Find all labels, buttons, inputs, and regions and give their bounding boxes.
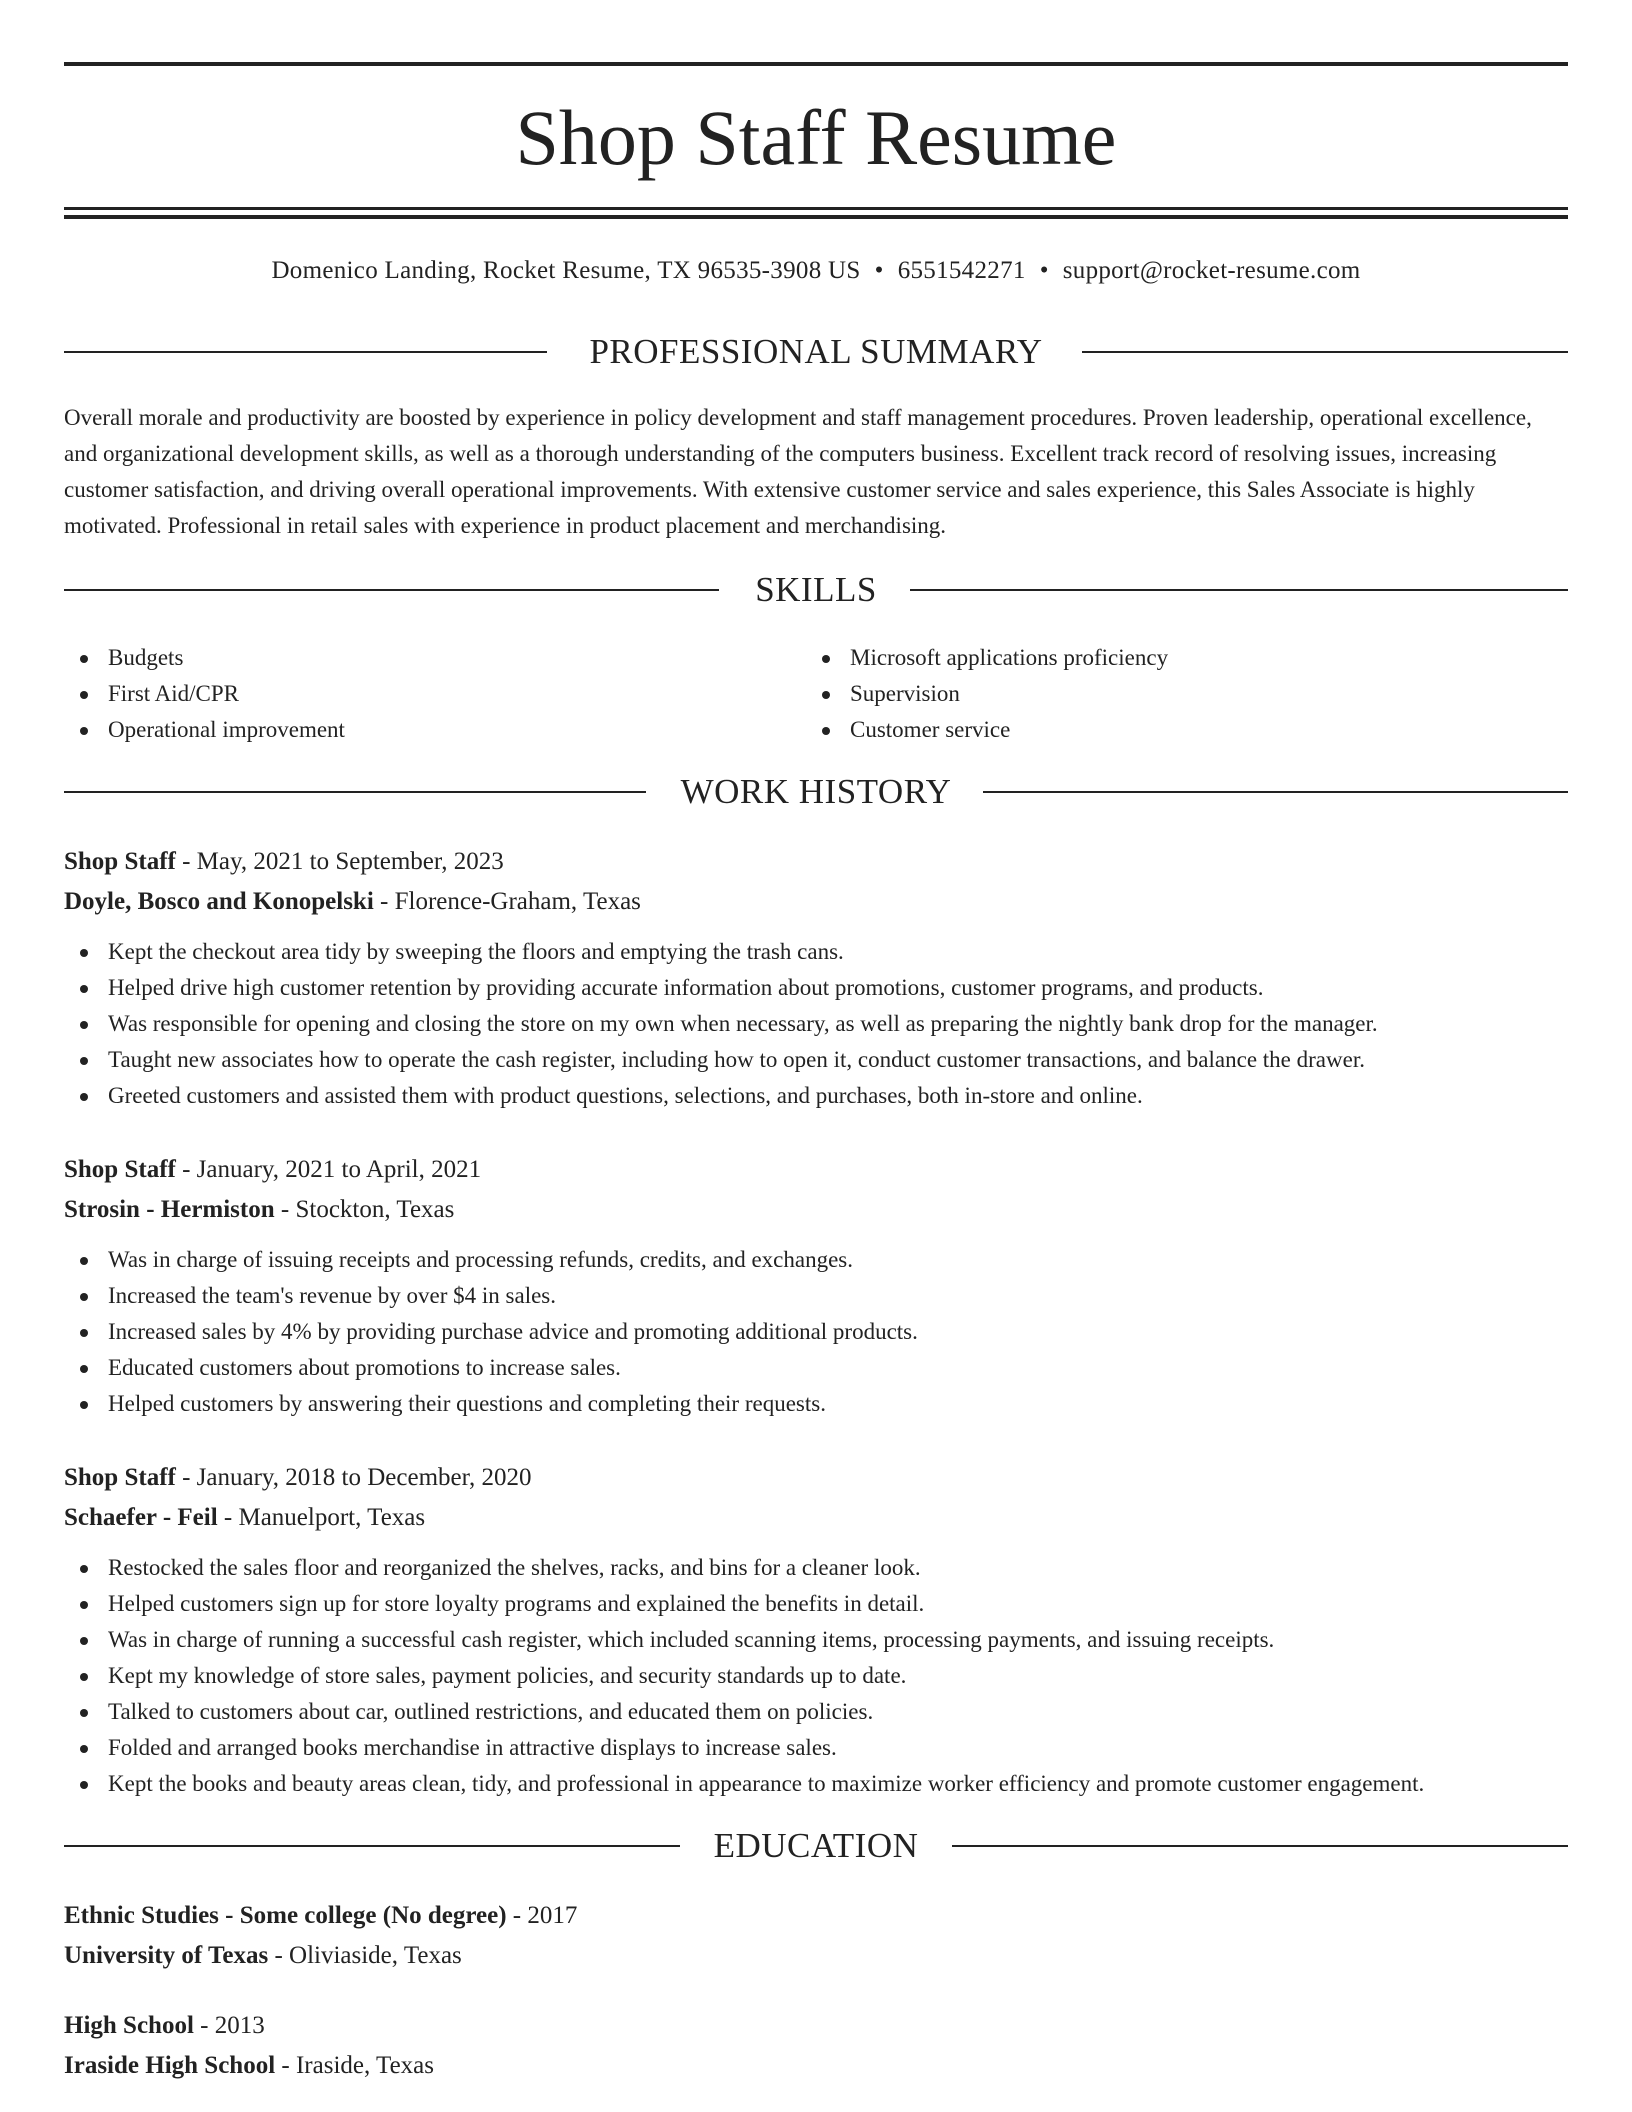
top-rule [64, 62, 1568, 66]
duty-item: Helped customers sign up for store loyalty programs and explained the benefits in detail. [64, 1586, 1568, 1622]
title-rule-upper [64, 207, 1568, 210]
job-location: - Stockton, Texas [274, 1196, 455, 1223]
job-duties [64, 934, 1568, 1114]
job-company-line [64, 882, 1568, 922]
skill-item: First Aid/CPR [64, 676, 804, 712]
section-header-summary [64, 330, 1568, 374]
duty-item: Restocked the sales floor and reorganized the shelves, racks, and bins for a cleaner look. [64, 1550, 1568, 1586]
duty-item: Increased sales by 4% by providing purchase advice and promoting additional products. [64, 1314, 1568, 1350]
duty-item: Helped drive high customer retention by providing accurate information about promotions, customer programs, and products. [64, 970, 1568, 1006]
phone: 6551542271 [897, 257, 1026, 284]
section-header-work [64, 770, 1568, 814]
job-location: - Florence-Graham, Texas [373, 888, 641, 915]
school-name: University of Texas [64, 1942, 269, 1969]
skill-item: Operational improvement [64, 712, 804, 748]
duty-item: Was responsible for opening and closing the store on my own when necessary, as well as preparing the nightly bank drop for the manager. [64, 1006, 1568, 1042]
skills-column-right [806, 640, 1566, 748]
skill-item: Supervision [806, 676, 1566, 712]
job-title: Shop Staff [64, 1464, 176, 1491]
summary-text: Overall morale and productivity are boosted by experience in policy development and staff management procedures. Proven leadership, operational excellence, and organizational development skills, as well as a thorough understanding of the computers business. Excellent track record of resolving issues, increasing customer satisfaction, and driving overall operational improvements. With extensive customer service and sales experience, this Sales Associate is highly motivated. Professional in retail sales with experience in product placement and merchandising. [64, 405, 1532, 538]
contact-line [64, 254, 1568, 288]
section-rule-right [910, 589, 1568, 591]
skill-item: Microsoft applications proficiency [806, 640, 1566, 676]
company-name: Strosin - Hermiston [64, 1196, 275, 1223]
job-entry [64, 1150, 1568, 1422]
skills-column-left [64, 640, 804, 748]
job-company-line [64, 1498, 1568, 1538]
job-location: - Manuelport, Texas [217, 1504, 426, 1531]
section-title-skills: SKILLS [755, 570, 877, 609]
company-name: Schaefer - Feil [64, 1504, 218, 1531]
section-header-education [64, 1824, 1568, 1868]
job-entry [64, 842, 1568, 1114]
duty-item: Folded and arranged books merchandise in attractive displays to increase sales. [64, 1730, 1568, 1766]
separator-dot: • [874, 257, 884, 284]
job-title: Shop Staff [64, 848, 176, 875]
duty-item: Educated customers about promotions to increase sales. [64, 1350, 1568, 1386]
address: Domenico Landing, Rocket Resume, TX 96535-3908 US [271, 257, 861, 284]
section-rule-right [983, 791, 1568, 793]
section-rule-right [952, 1845, 1568, 1847]
separator-dot: • [1039, 257, 1049, 284]
education-school-line [64, 1936, 1568, 1976]
resume-title: Shop Staff Resume [515, 94, 1117, 181]
duty-item: Was in charge of issuing receipts and processing refunds, credits, and exchanges. [64, 1242, 1568, 1278]
duty-item: Increased the team's revenue by over $4 in sales. [64, 1278, 1568, 1314]
job-title-line [64, 1150, 1568, 1190]
section-rule-right [1082, 351, 1568, 353]
job-dates: - May, 2021 to September, 2023 [175, 848, 504, 875]
job-title-line [64, 1458, 1568, 1498]
section-title-education: EDUCATION [713, 1826, 919, 1865]
job-dates: - January, 2018 to December, 2020 [175, 1464, 532, 1491]
job-duties [64, 1550, 1568, 1802]
degree: Ethnic Studies - Some college (No degree) [64, 1902, 507, 1929]
skill-item: Customer service [806, 712, 1566, 748]
duty-item: Talked to customers about car, outlined restrictions, and educated them on policies. [64, 1694, 1568, 1730]
job-duties [64, 1242, 1568, 1422]
section-title-work: WORK HISTORY [680, 772, 952, 811]
school-location: - Iraside, Texas [275, 2052, 434, 2079]
education-entry [64, 1896, 1568, 1976]
education-entry [64, 2006, 1568, 2086]
job-title-line [64, 842, 1568, 882]
education-degree-line [64, 1896, 1568, 1936]
education-school-line [64, 2046, 1568, 2086]
duty-item: Helped customers by answering their questions and completing their requests. [64, 1386, 1568, 1422]
duty-item: Kept the checkout area tidy by sweeping the floors and emptying the trash cans. [64, 934, 1568, 970]
duty-item: Greeted customers and assisted them with product questions, selections, and purchases, both in-store and online. [64, 1078, 1568, 1114]
duty-item: Kept my knowledge of store sales, payment policies, and security standards up to date. [64, 1658, 1568, 1694]
job-company-line [64, 1190, 1568, 1230]
skill-item: Budgets [64, 640, 804, 676]
job-title: Shop Staff [64, 1156, 176, 1183]
duty-item: Taught new associates how to operate the cash register, including how to open it, conduct customer transactions, and balance the drawer. [64, 1042, 1568, 1078]
duty-item: Kept the books and beauty areas clean, tidy, and professional in appearance to maximize worker efficiency and promote customer engagement. [64, 1766, 1568, 1802]
job-entry [64, 1458, 1568, 1802]
school-name: Iraside High School [64, 2052, 276, 2079]
degree: High School [64, 2012, 194, 2039]
job-dates: - January, 2021 to April, 2021 [175, 1156, 482, 1183]
duty-item: Was in charge of running a successful cash register, which included scanning items, processing payments, and issuing receipts. [64, 1622, 1568, 1658]
company-name: Doyle, Bosco and Konopelski [64, 888, 374, 915]
title-rule-lower [64, 215, 1568, 219]
section-header-skills [64, 568, 1568, 612]
education-year: - 2013 [193, 2012, 265, 2039]
section-title-summary: PROFESSIONAL SUMMARY [589, 332, 1043, 371]
education-degree-line [64, 2006, 1568, 2046]
email: support@rocket-resume.com [1062, 257, 1361, 284]
education-year: - 2017 [506, 1902, 578, 1929]
school-location: - Oliviaside, Texas [268, 1942, 462, 1969]
